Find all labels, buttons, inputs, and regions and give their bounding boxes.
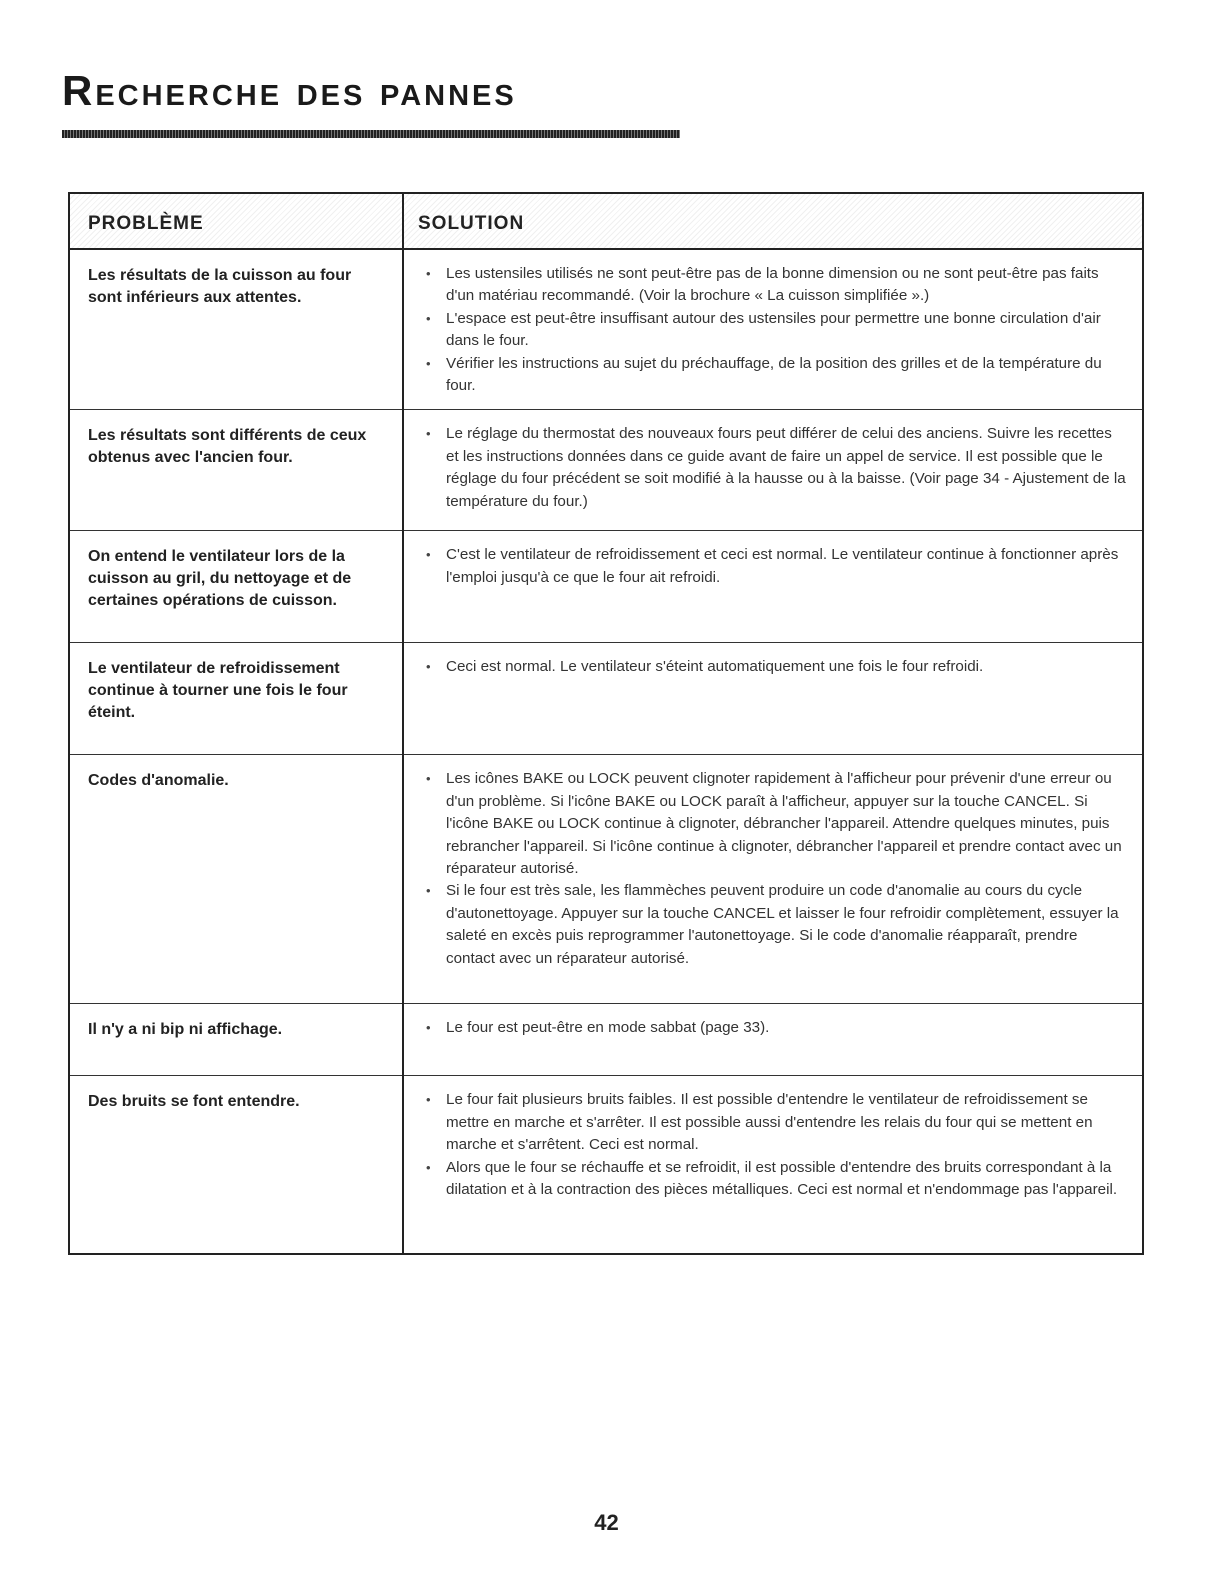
solution-cell xyxy=(403,1004,1142,1076)
solution-item: • Ceci est normal. Le ventilateur s'éteint automatiquement une fois le four refroidi. xyxy=(426,656,1126,678)
solution-cell xyxy=(403,531,1142,643)
table-row xyxy=(70,1004,1142,1076)
solution-cell xyxy=(403,249,1142,410)
table-row xyxy=(70,755,1142,1004)
table-row xyxy=(70,249,1142,410)
title-rule xyxy=(62,130,680,138)
page-title: Recherche des pannes xyxy=(62,67,517,114)
solution-item: • Le four est peut-être en mode sabbat (page 33). xyxy=(426,1017,1126,1039)
troubleshooting-table xyxy=(68,192,1144,1255)
page-number: 42 xyxy=(594,1510,619,1535)
problem-cell: Les résultats sont différents de ceux obtenus avec l'ancien four. xyxy=(70,410,403,531)
header-problem: PROBLÈME xyxy=(70,194,403,249)
solution-item: • Si le four est très sale, les flammèches peuvent produire un code d'anomalie au cours du cycle d'autonettoyage. Appuyer sur la touche CANCEL et laisser le four refroidir complètement, essuyer la saleté en excès puis reprogrammer l'autonettoyage. Si le code d'anomalie réapparaît, prendre contact avec un réparateur autorisé. xyxy=(426,880,1126,970)
table-row xyxy=(70,531,1142,643)
table-row xyxy=(70,1076,1142,1254)
solution-item: • Les ustensiles utilisés ne sont peut-être pas de la bonne dimension ou ne sont peut-être pas faits d'un matériau recommandé. (Voir la brochure « La cuisson simplifiée ».) xyxy=(426,263,1126,308)
solution-cell xyxy=(403,1076,1142,1254)
problem-cell: Codes d'anomalie. xyxy=(70,755,403,1004)
problem-cell: Les résultats de la cuisson au four sont inférieurs aux attentes. xyxy=(70,249,403,410)
solution-item: • C'est le ventilateur de refroidissement et ceci est normal. Le ventilateur continue à fonctionner après l'emploi jusqu'à ce que le four ait refroidi. xyxy=(426,544,1126,589)
solution-item: • L'espace est peut-être insuffisant autour des ustensiles pour permettre une bonne circulation d'air dans le four. xyxy=(426,308,1126,353)
problem-cell: On entend le ventilateur lors de la cuisson au gril, du nettoyage et de certaines opérations de cuisson. xyxy=(70,531,403,643)
solution-cell xyxy=(403,410,1142,531)
table-row xyxy=(70,643,1142,755)
solution-cell xyxy=(403,643,1142,755)
solution-item: • Vérifier les instructions au sujet du préchauffage, de la position des grilles et de la température du four. xyxy=(426,353,1126,398)
problem-cell: Le ventilateur de refroidissement continue à tourner une fois le four éteint. xyxy=(70,643,403,755)
table-row xyxy=(70,410,1142,531)
solution-item: • Le réglage du thermostat des nouveaux fours peut différer de celui des anciens. Suivre les recettes et les instructions données dans ce guide avant de faire un appel de service. Il est possible que le réglage du four précédent se soit modifié à la hausse ou à la baisse. (Voir page 34 - Ajustement de la température du four.) xyxy=(426,423,1126,513)
solution-item: • Alors que le four se réchauffe et se refroidit, il est possible d'entendre des bruits correspondant à la dilatation et à la contraction des pièces métalliques. Ceci est normal et n'endommage pas l'appareil. xyxy=(426,1157,1126,1202)
problem-cell: Des bruits se font entendre. xyxy=(70,1076,403,1254)
solution-item: • Les icônes BAKE ou LOCK peuvent clignoter rapidement à l'afficheur pour prévenir d'une erreur ou d'un problème. Si l'icône BAKE ou LOCK paraît à l'afficheur, appuyer sur la touche CANCEL. Si l'icône BAKE ou LOCK continue à clignoter, débrancher l'appareil. Attendre quelques minutes, puis rebrancher l'appareil. Si l'icône continue à clignoter, débrancher l'appareil et prendre contact avec un réparateur autorisé. xyxy=(426,768,1126,880)
solution-cell xyxy=(403,755,1142,1004)
table-header-row xyxy=(70,194,1142,249)
header-solution: SOLUTION xyxy=(403,194,1142,249)
problem-cell: Il n'y a ni bip ni affichage. xyxy=(70,1004,403,1076)
solution-item: • Le four fait plusieurs bruits faibles. Il est possible d'entendre le ventilateur de refroidissement se mettre en marche et s'arrêter. Il est possible aussi d'entendre les relais du four qui se mettent en marche et s'arrêtent. Ceci est normal. xyxy=(426,1089,1126,1156)
